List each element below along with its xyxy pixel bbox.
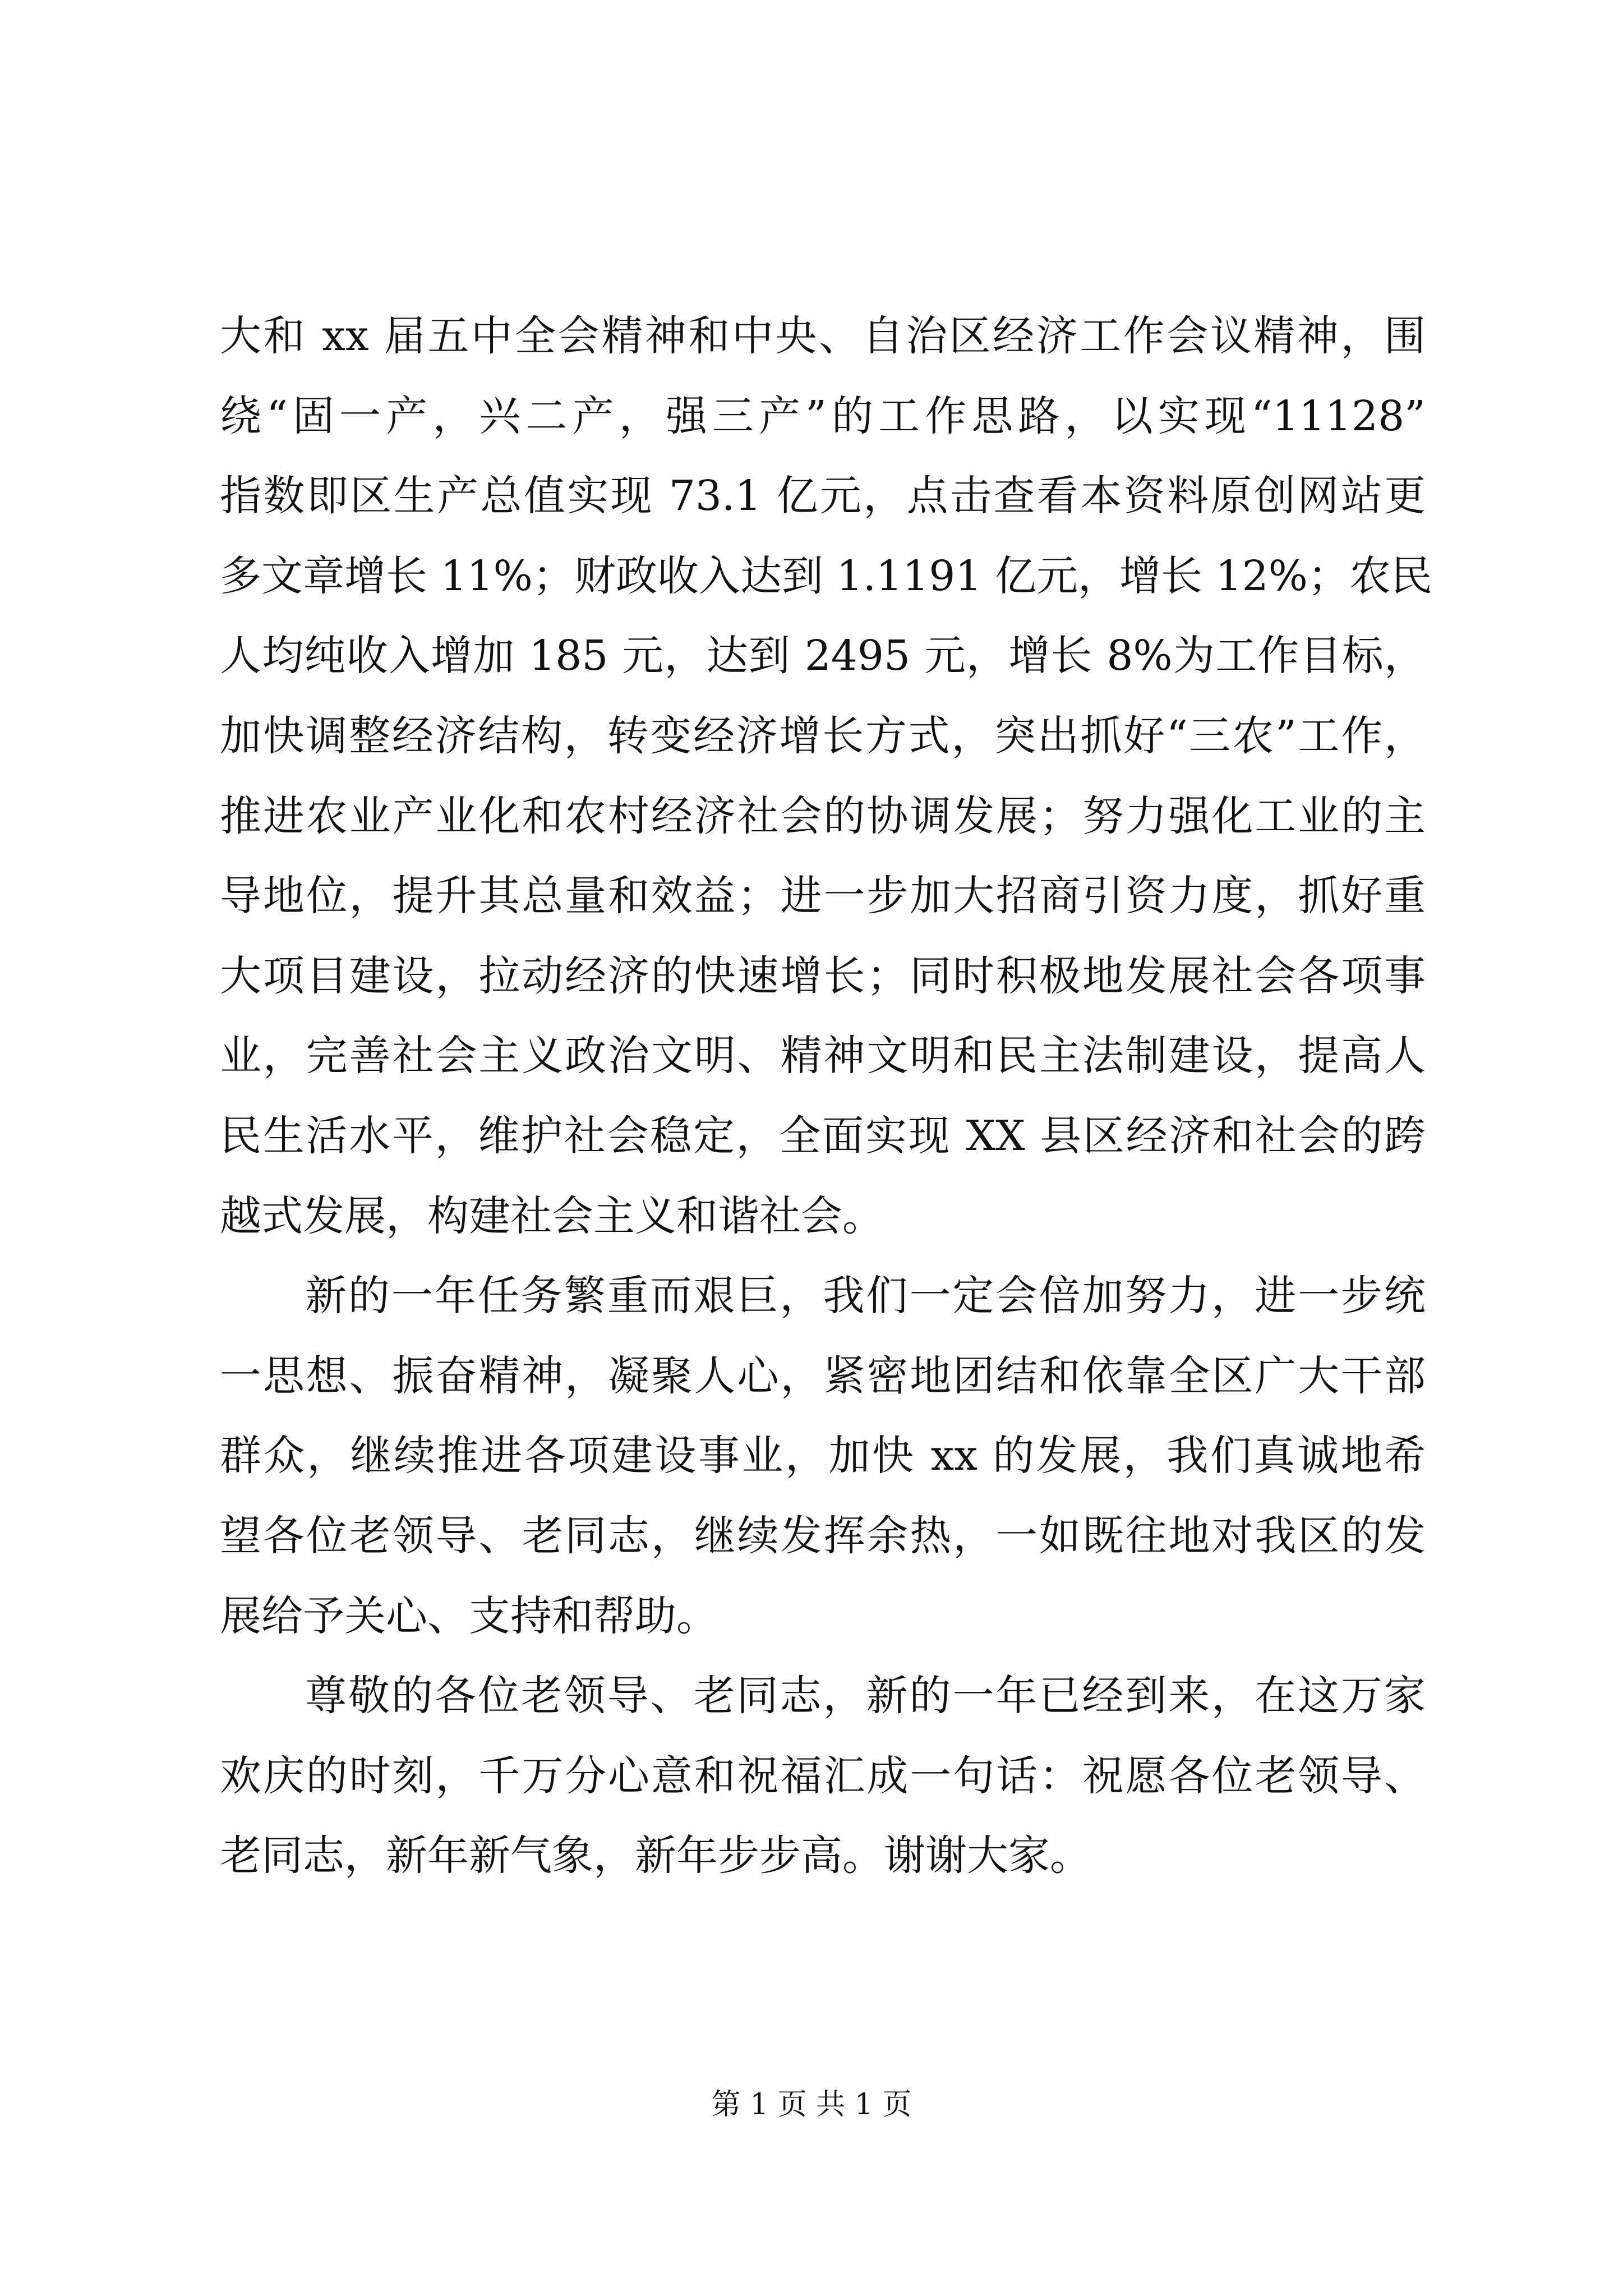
- text-line: 新的一年任务繁重而艰巨，我们一定会倍加努力，进一步统: [305, 1272, 1426, 1320]
- text-line: 一思想、振奋精神，凝聚人心，紧密地团结和依靠全区广大干部: [220, 1351, 1426, 1400]
- text-line: 推进农业产业化和农村经济社会的协调发展；努力强化工业的主: [220, 792, 1426, 840]
- text-line: 尊敬的各位老领导、老同志，新的一年已经到来，在这万家: [305, 1672, 1426, 1720]
- text-line: 绕“固一产，兴二产，强三产”的工作思路，以实现“11128”: [220, 392, 1426, 440]
- text-line: 大项目建设，拉动经济的快速增长；同时积极地发展社会各项事: [220, 951, 1426, 1000]
- text-line: 越式发展，构建社会主义和谐社会。: [220, 1191, 884, 1240]
- page-number-footer: 第 1 页 共 1 页: [711, 2088, 912, 2122]
- document-body: [220, 296, 1432, 1896]
- text-line: 望各位老领导、老同志，继续发挥余热，一如既往地对我区的发: [220, 1511, 1426, 1560]
- text-line: 多文章增长 11%；财政收入达到 1.1191 亿元，增长 12%；农民: [220, 551, 1432, 600]
- text-line: 加快调整经济结构，转变经济增长方式，突出抓好“三农”工作，: [220, 711, 1426, 760]
- text-line: 展给予关心、支持和帮助。: [220, 1591, 718, 1640]
- text-line: 导地位，提升其总量和效益；进一步加大招商引资力度，抓好重: [220, 872, 1426, 921]
- text-line: 指数即区生产总值实现 73.1 亿元，点击查看本资料原创网站更: [220, 472, 1426, 521]
- text-line: 群众，继续推进各项建设事业，加快 xx 的发展，我们真诚地希: [220, 1432, 1426, 1480]
- text-line: 民生活水平，维护社会稳定，全面实现 XX 县区经济和社会的跨: [220, 1111, 1426, 1160]
- text-line: 欢庆的时刻，千万分心意和祝福汇成一句话：祝愿各位老领导、: [220, 1751, 1426, 1800]
- text-line: 大和 xx 届五中全会精神和中央、自治区经济工作会议精神，围: [220, 312, 1426, 360]
- text-line: 老同志，新年新气象，新年步步高。谢谢大家。: [220, 1832, 1091, 1880]
- text-line: 业，完善社会主义政治文明、精神文明和民主法制建设，提高人: [220, 1032, 1426, 1080]
- text-line: 人均纯收入增加 185 元，达到 2495 元，增长 8%为工作目标，: [220, 632, 1426, 680]
